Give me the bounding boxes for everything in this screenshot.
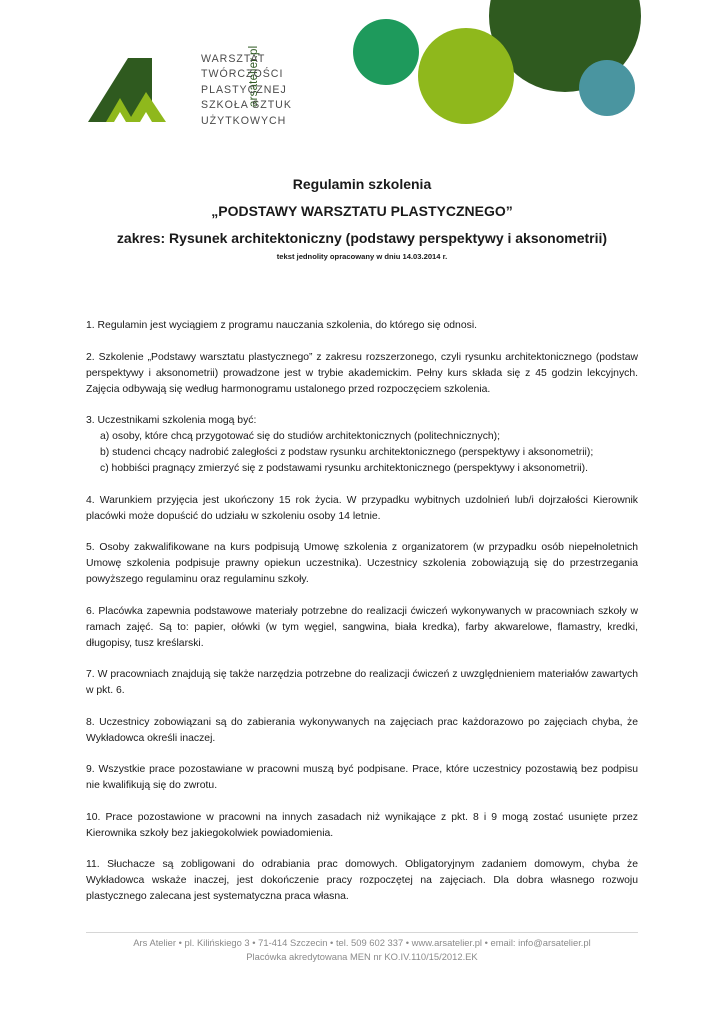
course-name: „PODSTAWY WARSZTATU PLASTYCZNEGO” <box>211 203 513 219</box>
logo-line: PLASTYCZNEJ <box>201 83 287 96</box>
course-scope: zakres: Rysunek architektoniczny (podstawy perspektywy i aksonometrii) <box>116 230 608 246</box>
paragraph-4: 4. Warunkiem przyjęcia jest ukończony 15 rok życia. W przypadku wybitnych uzdolnień lub/i dojrzałości Kierownik placówki może dopuścić do udziału w szkoleniu osoby 14 letnie. <box>86 494 638 522</box>
circle-bright-green <box>418 28 514 124</box>
revision-note: tekst jednolity opracowany w dniu 14.03.2014 r. <box>276 252 448 261</box>
logo-url-text: arsatelier.pl <box>248 45 260 107</box>
paragraph-10: 10. Prace pozostawione w pracowni na innych zasadach niż wynikające z pkt. 8 i 9 mogą zostać usunięte przez Kierownika szkoły bez jakiegokolwiek powiadomienia. <box>86 811 638 839</box>
paragraph-11: 11. Słuchacze są zobligowani do odrabiania prac domowych. Obligatoryjnym zadaniem domowym, chyba że Wykładowca wskaże inaczej, jest dokończenie pracy rozpoczętej na zajęciach. Dla dobra własnego rozwoju plastycznego zalecana jest systematyczna praca własna. <box>86 859 638 902</box>
paragraph-6: 6. Placówka zapewnia podstawowe materiały potrzebne do realizacji ćwiczeń wykonywanych w pracowniach szkoły w ramach zajęć. Są to: papier, ołówki (w tym węgiel, sangwina, biała kredka), farby akwarelowe, flamastry, kredki, długopisy, tusz kreślarski. <box>86 605 638 649</box>
paragraph-3 <box>86 413 638 477</box>
paragraph-7: 7. W pracowniach znajdują się także narzędzia potrzebne do realizacji ćwiczeń z uwzględnieniem materiałów zawartych w pkt. 6. <box>86 669 638 696</box>
paragraph-3-intro: 3. Uczestnikami szkolenia mogą być: <box>86 415 257 426</box>
paragraph-2: 2. Szkolenie „Podstawy warsztatu plastycznego” z zakresu rozszerzonego, czyli rysunku architektonicznego (podstaw perspektywy i aksonometrii) prowadzone jest w trybie akademickim. Pełny kurs składa się z 45 godzin lekcyjnych. Zajęcia odbywają się według harmonogramu ustalonego przed rozpoczęciem szkolenia. <box>86 351 638 395</box>
regulations-body <box>86 318 638 921</box>
logo-line: UŻYTKOWYCH <box>201 114 287 127</box>
logo-mark-icon <box>88 58 172 124</box>
footer-divider <box>86 932 638 933</box>
logo-line: SZKOŁA SZTUK <box>201 99 292 112</box>
footer-accreditation: Placówka akredytowana MEN nr KO.IV.110/15/2012.EK <box>246 951 478 962</box>
list-item-b: b) studenci chcący nadrobić zaległości z podstaw rysunku architektonicznego (perspektywy i aksonometrii); <box>100 447 594 458</box>
paragraph-5: 5. Osoby zakwalifikowane na kurs podpisują Umowę szkolenia z organizatorem (w przypadku osób niepełnoletnich Umowę szkolenia podpisuje prawny opiekun uczestnika). Uczestnicy szkolenia zobowiązują się do przestrzegania powyższego regulaminu oraz regulaminu szkoły. <box>86 542 638 585</box>
logo-line: TWÓRCZOŚCI <box>201 68 284 81</box>
logo-text <box>201 52 292 129</box>
footer-contact: Ars Atelier • pl. Kilińskiego 3 • 71-414 Szczecin • tel. 509 602 337 • www.arsatelier.pl • email: info@arsatelier.pl <box>133 937 591 948</box>
circle-teal-blue <box>579 60 635 116</box>
logo-line: WARSZTAT <box>201 53 266 65</box>
logo <box>88 45 292 128</box>
list-item-c: c) hobbiści pragnący zmierzyć się z podstawami rysunku architektonicznego (perspektywy i aksonometrii). <box>100 463 588 474</box>
paragraph-8: 8. Uczestnicy zobowiązani są do zabierania wykonywanych na zajęciach prac każdorazowo po zajęciach chyba, że Wykładowca określi inaczej. <box>86 716 638 744</box>
paragraph-9: 9. Wszystkie prace pozostawiane w pracowni muszą być podpisane. Prace, które uczestnicy pozostawią bez podpisu nie kwalifikują się do zwrotu. <box>86 764 638 791</box>
list-item-a: a) osoby, które chcą przygotować się do studiów architektonicznych (politechnicznych); <box>100 431 501 442</box>
paragraph-1: 1. Regulamin jest wyciągiem z programu nauczania szkolenia, do którego się odnosi. <box>86 320 478 331</box>
circle-teal-green <box>353 19 419 85</box>
document-title: Regulamin szkolenia <box>292 176 432 192</box>
